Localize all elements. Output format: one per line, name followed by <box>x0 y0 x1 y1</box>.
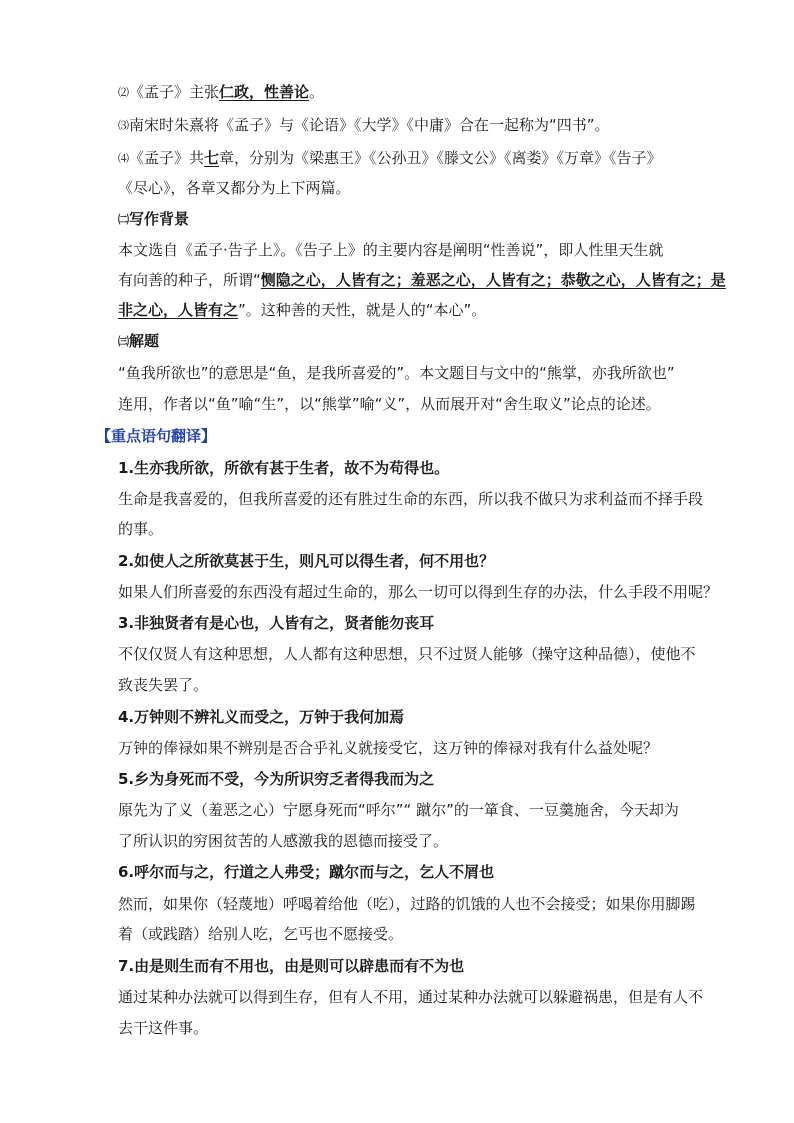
item-6-question <box>118 862 708 882</box>
note-text: 《尽心》，各章又都分为上下两篇。 <box>118 179 351 197</box>
question-text: 6.呼尔而与之，行道之人弗受；蹴尔而与之，乞人不屑也 <box>118 863 495 881</box>
item-2-question <box>118 551 708 571</box>
answer-text: 了所认识的穷困贫苦的人感激我的恩德而接受了。 <box>118 832 449 850</box>
quoted-key-text: 非之心，人皆有之 <box>118 301 239 319</box>
question-text: 7.由是则生而有不用也，由是则可以辟患而有不为也 <box>118 957 465 975</box>
section-heading-text: 【重点语句翻译】 <box>96 427 217 445</box>
item-4-question <box>118 707 708 727</box>
answer-text: 去干这件事。 <box>118 1019 209 1037</box>
item-3-answer-line-1 <box>118 644 708 664</box>
background-paragraph-line-2 <box>118 270 726 290</box>
subheading-number: ㈡ <box>118 213 129 226</box>
paragraph-text: ”。这种善的天性，就是人的“本心”。 <box>238 301 487 319</box>
answer-text: 生命是我喜爱的，但我所喜爱的还有胜过生命的东西，所以我不做只为求利益而不择手段 <box>118 490 704 508</box>
subheading-number: ㈢ <box>118 335 129 348</box>
note-text: 章，分别为《梁惠王》《公孙丑》《滕文公》《离娄》《万章》《告子》 <box>219 149 662 167</box>
item-6-answer-line-1 <box>118 894 708 914</box>
item-1-answer-line-2 <box>118 519 708 539</box>
key-term: 仁政，性善论 <box>219 83 310 101</box>
item-4-answer-line-1 <box>118 738 708 758</box>
answer-text: 通过某种办法就可以得到生存，但有人不用，通过某种办法就可以躲避祸患，但是有人不 <box>118 988 704 1006</box>
question-text: 1.生亦我所欲，所欲有甚于生者，故不为苟得也。 <box>118 459 450 477</box>
item-3-question <box>118 613 708 633</box>
note-text: 《孟子》共 <box>129 149 205 167</box>
note-4-line-2 <box>118 178 708 198</box>
question-text: 5.乡为身死而不受，今为所识穷乏者得我而为之 <box>118 770 435 788</box>
answer-text: 不仅仅贤人有这种思想，人人都有这种思想，只不过贤人能够（操守这种品德），使他不 <box>118 645 696 663</box>
background-paragraph-line-1 <box>118 240 708 260</box>
note-text: 。 <box>309 83 325 101</box>
answer-text: 着（或践踏）给别人吃，乞丐也不愿接受。 <box>118 925 404 943</box>
item-3-answer-line-2 <box>118 675 708 695</box>
title-explanation-line-1 <box>118 363 708 383</box>
background-paragraph-line-3 <box>118 300 708 320</box>
item-2-answer-line-1 <box>118 582 719 602</box>
subheading-writing-background <box>118 209 708 230</box>
question-text: 3.非独贤者有是心也，人皆有之，贤者能勿丧耳 <box>118 614 435 632</box>
answer-text: 万钟的俸禄如果不辨别是否合乎礼义就接受它，这万钟的俸禄对我有什么益处呢？ <box>118 739 659 757</box>
paragraph-text: 本文选自《孟子·告子上》。《告子上》的主要内容是阐明“性善说”，即人性里天生就 <box>118 241 664 259</box>
note-number: ⑷ <box>118 152 129 165</box>
section-heading-key-sentences <box>96 426 686 446</box>
note-number: ⑵ <box>118 86 129 99</box>
answer-text: 如果人们所喜爱的东西没有超过生命的，那么一切可以得到生存的办法，什么手段不用呢？ <box>118 583 719 601</box>
answer-text: 的事。 <box>118 520 164 538</box>
item-7-answer-line-1 <box>118 987 708 1007</box>
note-3-line <box>118 115 708 136</box>
paragraph-text: “鱼我所欲也”的意思是“鱼，是我所喜爱的”。本文题目与文中的“熊掌，亦我所欲也” <box>118 364 675 382</box>
key-term: 七 <box>204 149 220 167</box>
answer-text: 原先为了义（羞恶之心）宁愿身死而“呼尔”“ 蹴尔”的一箪食、一豆羹施舍，今天却为 <box>118 801 679 819</box>
note-text: 《孟子》主张 <box>129 83 220 101</box>
question-text: 4.万钟则不辨礼义而受之，万钟于我何加焉 <box>118 708 405 726</box>
item-5-answer-line-1 <box>118 800 708 820</box>
item-6-answer-line-2 <box>118 924 708 944</box>
paragraph-text: 有向善的种子，所谓“ <box>118 271 261 289</box>
item-5-question <box>118 769 708 789</box>
item-1-answer-line-1 <box>118 489 708 509</box>
title-explanation-line-2 <box>118 394 708 414</box>
subheading-text: 解题 <box>129 332 160 350</box>
note-2-line <box>118 82 708 103</box>
note-number: ⑶ <box>118 119 129 132</box>
note-4-line <box>118 148 708 169</box>
item-7-question <box>118 956 708 976</box>
quoted-key-text: 恻隐之心，人皆有之；羞恶之心，人皆有之；恭敬之心，人皆有之；是 <box>260 271 726 289</box>
subheading-text: 写作背景 <box>129 210 190 228</box>
answer-text: 然而，如果你（轻蔑地）呼喝着给他（吃），过路的饥饿的人也不会接受；如果你用脚踢 <box>118 895 696 913</box>
paragraph-text: 连用，作者以“鱼”喻“生”，以“熊掌”喻“义”，从而展开对“舍生取义”论点的论述。 <box>118 395 661 413</box>
item-7-answer-line-2 <box>118 1018 708 1038</box>
subheading-title-explanation <box>118 331 708 352</box>
item-1-question <box>118 458 708 478</box>
question-text: 2.如使人之所欲莫甚于生，则凡可以得生者，何不用也？ <box>118 552 495 570</box>
item-5-answer-line-2 <box>118 831 708 851</box>
note-text: 南宋时朱熹将《孟子》与《论语》《大学》《中庸》合在一起称为“四书”。 <box>129 116 610 134</box>
answer-text: 致丧失罢了。 <box>118 676 209 694</box>
